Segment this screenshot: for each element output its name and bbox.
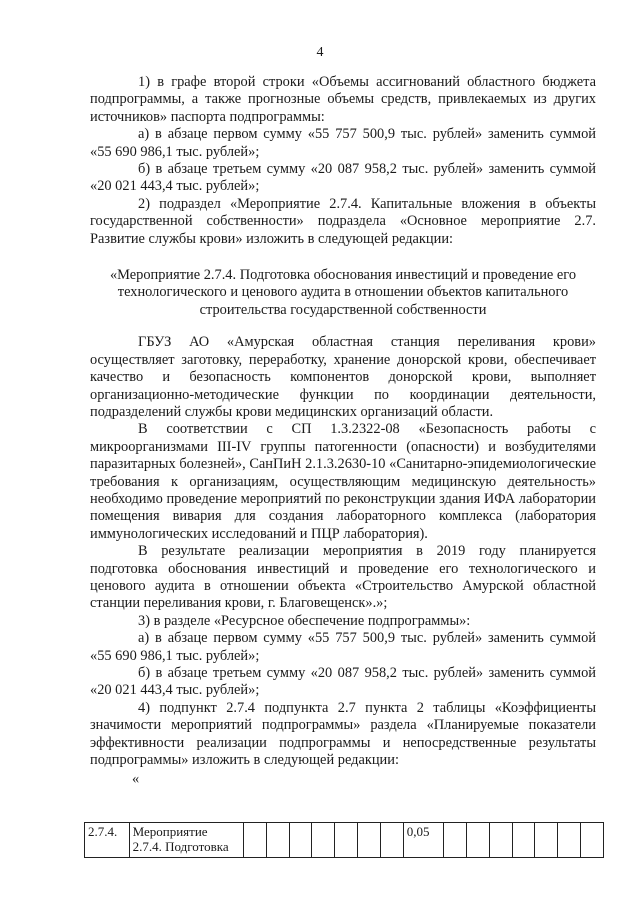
empty-cell xyxy=(489,823,512,858)
table-row xyxy=(85,823,604,858)
empty-cell xyxy=(358,823,381,858)
paragraph: ГБУЗ АО «Амурская областная станция переливания крови» осуществляет заготовку, переработку, хранение донорской крови, обеспечивает качество и безопасность компонентов донорской крови, выполняет организационно-методические функции по координации деятельности, подразделений службы крови медицинских организаций области. xyxy=(90,334,596,420)
empty-cell xyxy=(289,823,312,858)
empty-cell xyxy=(512,823,535,858)
empty-cell xyxy=(444,823,467,858)
quote-mark: « xyxy=(132,771,140,788)
paragraph: В результате реализации мероприятия в 2019 году планируется подготовка обоснования инвестиций и проведение его технологического и ценового аудита в отношении объекта «Строительство Амурской областной станции переливания крови, г. Благовещенск».»; xyxy=(90,543,596,612)
paragraph: б) в абзаце третьем сумму «20 087 958,2 тыс. рублей» заменить суммой «20 021 443,4 тыс. рублей»; xyxy=(90,665,596,699)
coefficient-table xyxy=(84,822,604,858)
page-number: 4 xyxy=(316,45,324,60)
document-body xyxy=(90,74,596,786)
empty-cell xyxy=(380,823,403,858)
empty-cell xyxy=(312,823,335,858)
paragraph: 2) подраздел «Мероприятие 2.7.4. Капитальные вложения в объекты государственной собственности» подраздела «Основное мероприятие 2.7. Развитие службы крови» изложить в следующей редакции: xyxy=(90,195,596,247)
paragraph: 4) подпункт 2.7.4 подпункта 2.7 пункта 2 таблицы «Коэффициенты значимости мероприятий подпрограммы» раздела «Планируемые показатели эффективности реализации подпрограммы и непосредственные результаты подпрограммы» изложить в следующей редакции: xyxy=(90,699,596,769)
empty-cell xyxy=(243,823,266,858)
empty-cell xyxy=(558,823,581,858)
empty-cell xyxy=(266,823,289,858)
row-value-cell: 0,05 xyxy=(403,823,443,858)
paragraph: б) в абзаце третьем сумму «20 087 958,2 тыс. рублей» заменить суммой «20 021 443,4 тыс. рублей»; xyxy=(90,161,596,195)
paragraph: В соответствии с СП 1.3.2322-08 «Безопасность работы с микроорганизмами III-IV группы патогенности (опасности) и возбудителями паразитарных болезней», СанПиН 2.1.3.2630-10 «Санитарно-эпидемиологические требования к организациям, осуществляющим медицинскую деятельность» необходимо проведение мероприятий по реконструкции здания ИФА лаборатории помещения вивария для создания лабораторного комплекса (лаборатория иммунологических исследований и ПЦР лаборатория). xyxy=(90,421,596,542)
empty-cell xyxy=(535,823,558,858)
paragraph: 1) в графе второй строки «Объемы ассигнований областного бюджета подпрограммы, а также прогнозные объемы средств, привлекаемых из других источников» паспорта подпрограммы: xyxy=(90,74,596,125)
empty-cell xyxy=(335,823,358,858)
row-number-cell: 2.7.4. xyxy=(85,823,130,858)
paragraph: а) в абзаце первом сумму «55 757 500,9 тыс. рублей» заменить суммой «55 690 986,1 тыс. рублей»; xyxy=(90,630,596,664)
empty-cell xyxy=(581,823,604,858)
empty-cell xyxy=(466,823,489,858)
section-heading: «Мероприятие 2.7.4. Подготовка обоснования инвестиций и проведение его технологического и ценового аудита в отношении объектов капитального строительства государственной собственности xyxy=(109,267,577,318)
row-title-cell: Мероприятие 2.7.4. Подготовка xyxy=(129,823,243,858)
paragraph: а) в абзаце первом сумму «55 757 500,9 тыс. рублей» заменить суммой «55 690 986,1 тыс. рублей»; xyxy=(90,126,596,160)
paragraph: 3) в разделе «Ресурсное обеспечение подпрограммы»: xyxy=(138,612,471,629)
